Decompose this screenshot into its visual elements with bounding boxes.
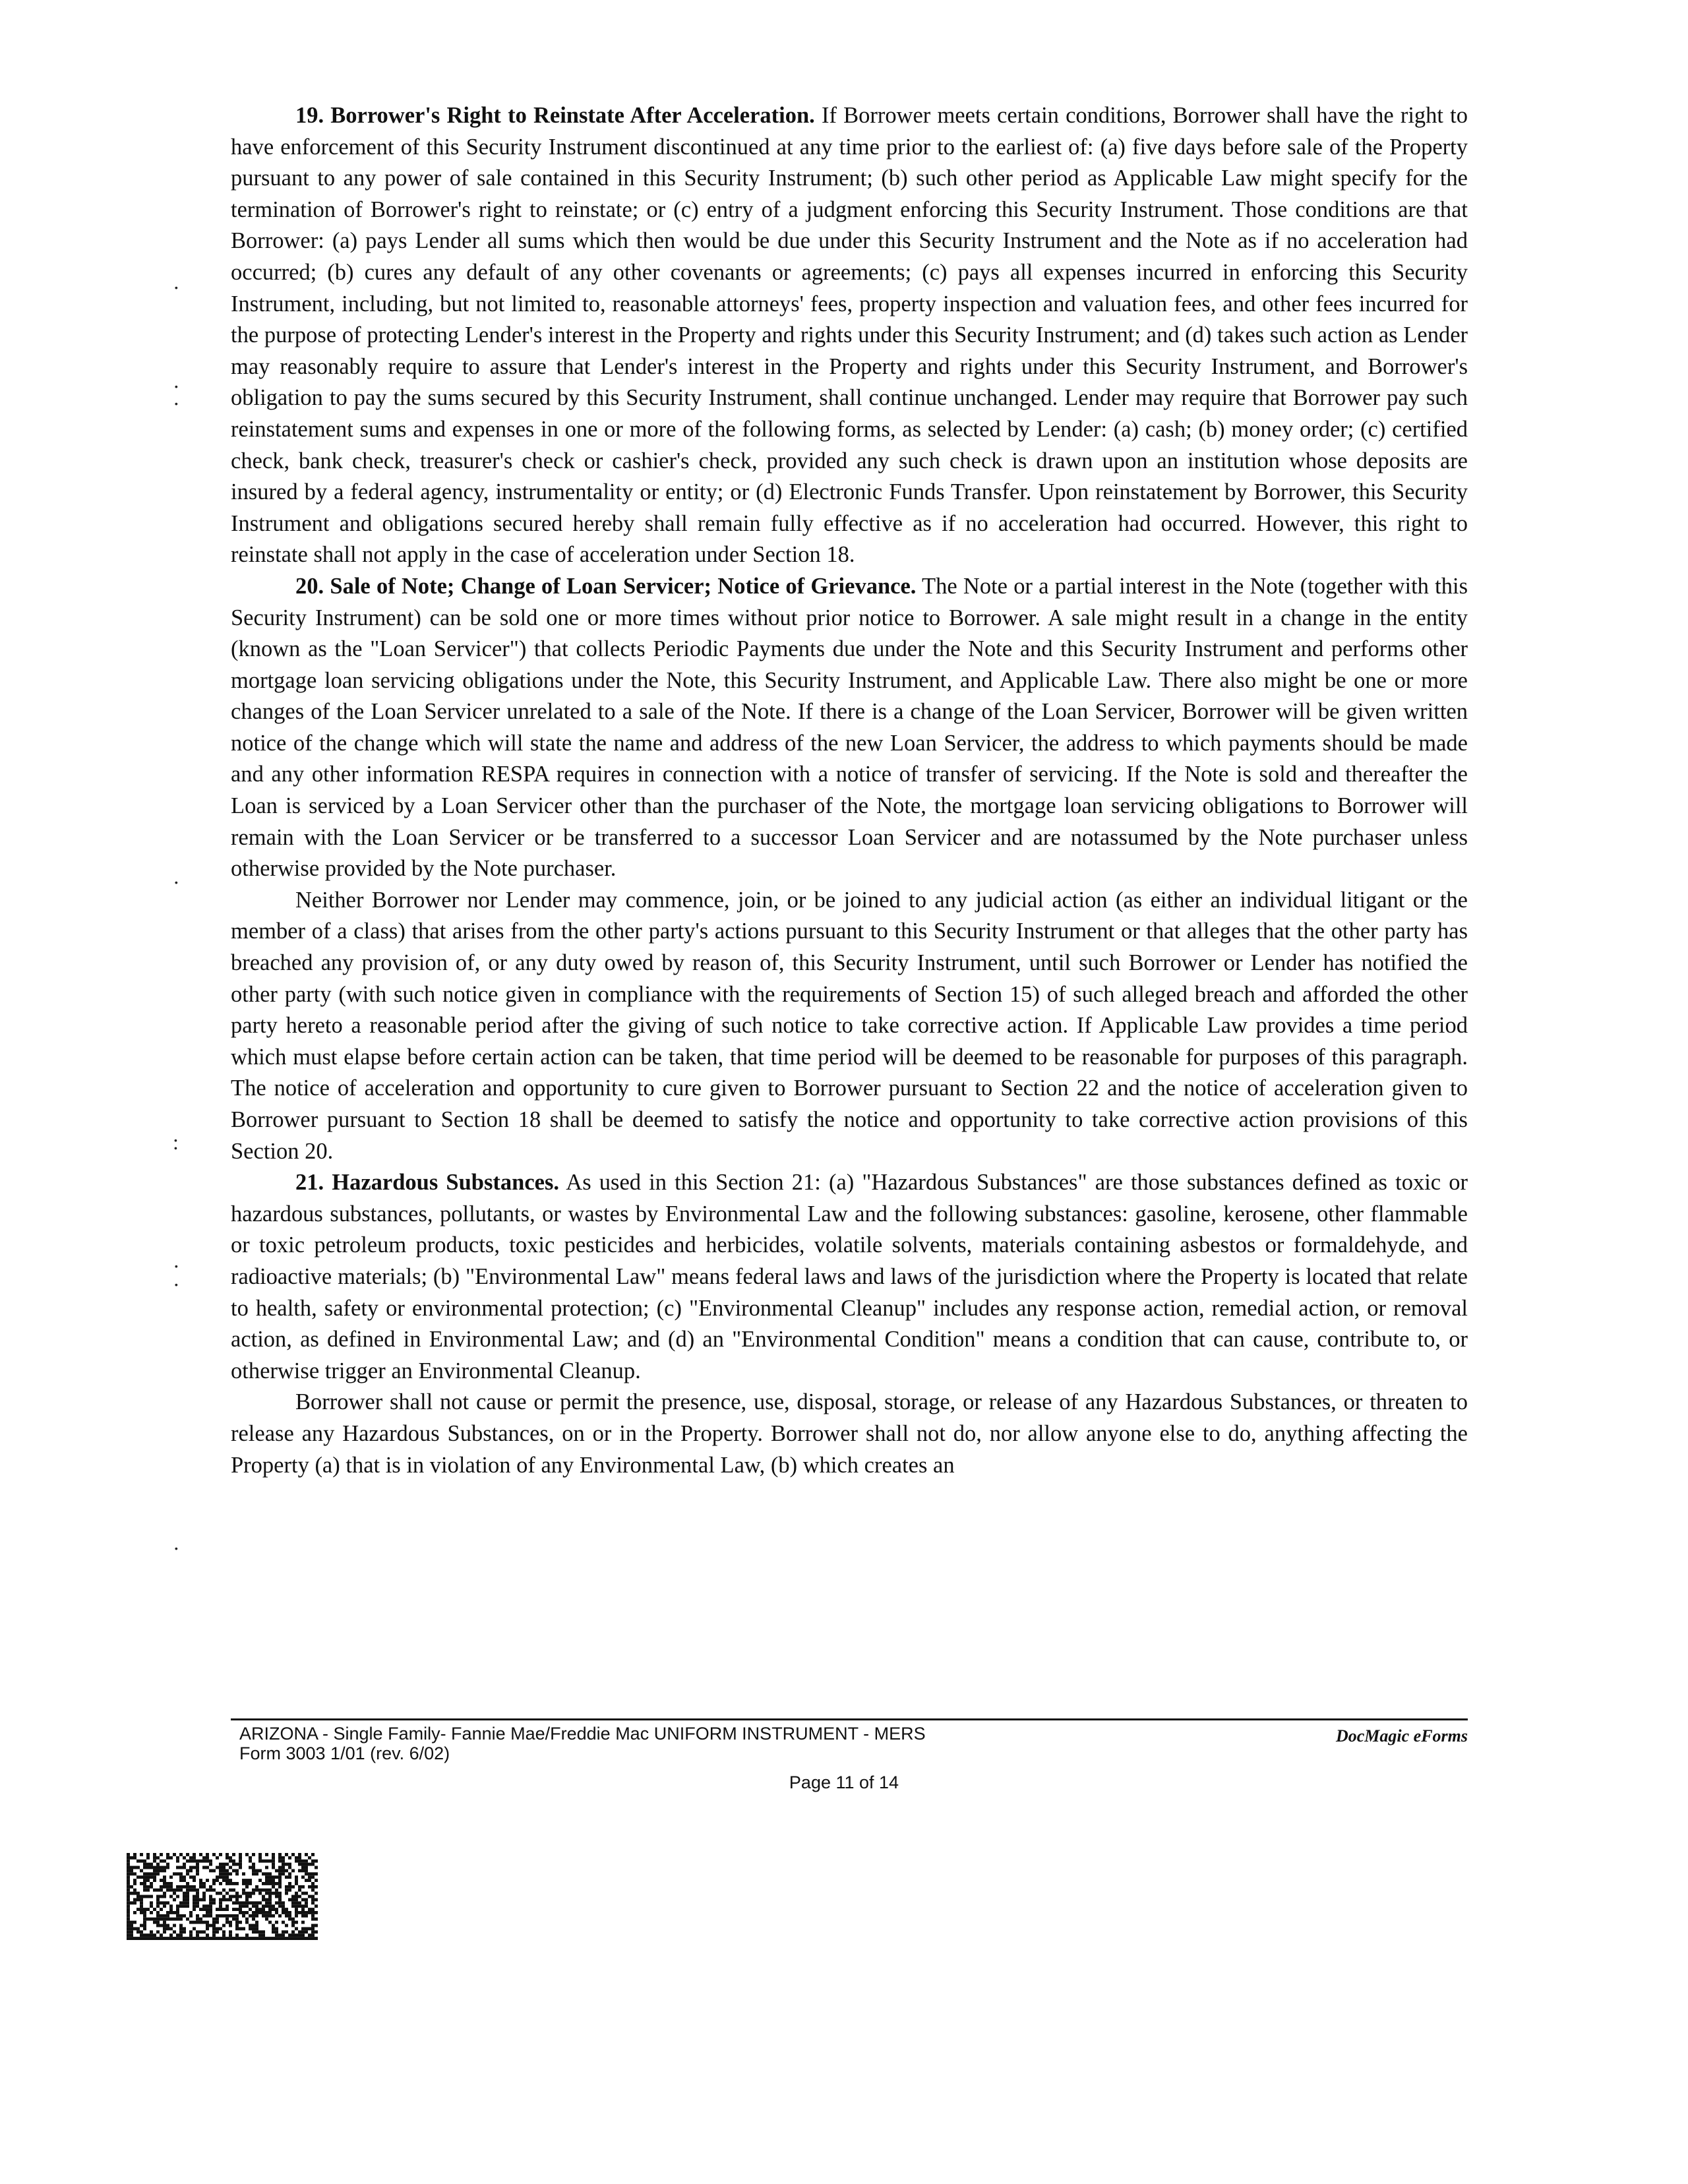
footer-form-info: [239, 1724, 926, 1763]
paragraph-section-20-grievance: [231, 885, 1468, 1167]
margin-mark: ·: [173, 276, 180, 299]
margin-mark: :: [173, 1130, 179, 1154]
paragraph-text: If Borrower meets certain conditions, Borrower shall have the right to have enforcement of this Security Instrument discontinued at any time prior to the earliest of: (a) five days before sale of the Property pursuant to any power of sale contained in this Security Instrument; (b) such other period as Applicable Law might specify for the termination of Borrower's right to reinstate; or (c) entry of a judgment enforcing this Security Instrument. Those conditions are that Borrower: (a) pays Lender all sums which then would be due under this Security Instrument and the Note as if no acceleration had occurred; (b) cures any default of any other covenants or agreements; (c) pays all expenses incurred in enforcing this Security Instrument, including, but not limited to, reasonable attorneys' fees, property inspection and valuation fees, and other fees incurred for the purpose of protecting Lender's interest in the Property and rights under this Security Instrument; and (d) takes such action as Lender may reasonably require to assure that Lender's interest in the Property and rights under this Security Instrument, and Borrower's obligation to pay the sums secured by this Security Instrument, shall continue unchanged. Lender may require that Borrower pay such reinstatement sums and expenses in one or more of the following forms, as selected by Lender: (a) cash; (b) money order; (c) certified check, bank check, treasurer's check or cashier's check, provided any such check is drawn upon an institution whose deposits are insured by a federal agency, instrumentality or entity; or (d) Electronic Funds Transfer. Upon reinstatement by Borrower, this Security Instrument and obligations secured hereby shall remain fully effective as if no acceleration had occurred. However, this right to reinstate shall not apply in the case of acceleration under Section 18.: [231, 103, 1468, 568]
margin-mark: ·: [173, 392, 180, 415]
margin-mark: ·: [173, 375, 180, 398]
paragraph-section-20: [231, 571, 1468, 885]
section-heading: 20. Sale of Note; Change of Loan Servicer; Notice of Grievance.: [295, 573, 917, 599]
paragraph-section-21: [231, 1167, 1468, 1387]
section-heading: 21. Hazardous Substances.: [295, 1170, 560, 1196]
document-body: [231, 100, 1468, 1481]
footer-divider: [231, 1718, 1468, 1720]
barcode-icon: [127, 1853, 318, 1940]
paragraph-text: The Note or a partial interest in the Note (together with this Security Instrument) can be sold one or more times without prior notice to Borrower. A sale might result in a change in the entity (known as the "Loan Servicer") that collects Periodic Payments due under the Note and this Security Instrument and performs other mortgage loan servicing obligations under the Note, this Security Instrument, and Applicable Law. There also might be one or more changes of the Loan Servicer unrelated to a sale of the Note. If there is a change of the Loan Servicer, Borrower will be given written notice of the change which will state the name and address of the new Loan Servicer, the address to which payments should be made and any other information RESPA requires in connection with a notice of transfer of servicing. If the Note is sold and thereafter the Loan is serviced by a Loan Servicer other than the purchaser of the Note, the mortgage loan servicing obligations to Borrower will remain with the Loan Servicer or be transferred to a successor Loan Servicer and are notassumed by the Note purchaser unless otherwise provided by the Note purchaser.: [231, 573, 1468, 882]
paragraph-text: As used in this Section 21: (a) "Hazardous Substances" are those substances defined as toxic or hazardous substances, pollutants, or wastes by Environmental Law and the following substances: gasoline, kerosene, other flammable or toxic petroleum products, toxic pesticides and herbicides, volatile solvents, materials containing asbestos or formaldehyde, and radioactive materials; (b) "Environmental Law" means federal laws and laws of the jurisdiction where the Property is located that relate to health, safety or environmental protection; (c) "Environmental Cleanup" includes any response action, remedial action, or removal action, as defined in Environmental Law; and (d) an "Environmental Condition" means a condition that can cause, contribute to, or otherwise trigger an Environmental Cleanup.: [231, 1170, 1468, 1383]
page-number: Page 11 of 14: [789, 1773, 899, 1792]
margin-mark: ·: [173, 870, 180, 894]
form-number: Form 3003 1/01 (rev. 6/02): [239, 1744, 450, 1763]
margin-mark: ·: [173, 1273, 180, 1296]
paragraph-section-21-continued: [231, 1387, 1468, 1481]
margin-mark: ·: [173, 1254, 180, 1278]
paragraph-text: Neither Borrower nor Lender may commence, join, or be joined to any judicial action (as either an individual litigant or the member of a class) that arises from the other party's actions pursuant to this Security Instrument or that alleges that the other party has breached any provision of, or any duty owed by reason of, this Security Instrument, until such Borrower or Lender has notified the other party (with such notice given in compliance with the requirements of Section 15) of such alleged breach and afforded the other party hereto a reasonable period after the giving of such notice to take corrective action. If Applicable Law provides a time period which must elapse before certain action can be taken, that time period will be deemed to be reasonable for purposes of this paragraph. The notice of acceleration and opportunity to cure given to Borrower pursuant to Section 22 and the notice of acceleration given to Borrower pursuant to Section 18 shall be deemed to satisfy the notice and opportunity to take corrective action provisions of this Section 20.: [231, 887, 1468, 1164]
brand-logo: DocMagic eForms: [1335, 1726, 1468, 1745]
form-title: ARIZONA - Single Family- Fannie Mae/Freddie Mac UNIFORM INSTRUMENT - MERS: [239, 1724, 926, 1744]
paragraph-text: Borrower shall not cause or permit the presence, use, disposal, storage, or release of any Hazardous Substances, or threaten to release any Hazardous Substances, on or in the Property. Borrower shall not do, nor allow anyone else to do, anything affecting the Property (a) that is in violation of any Environmental Law, (b) which creates an: [231, 1389, 1468, 1478]
paragraph-section-19: [231, 100, 1468, 571]
section-heading: 19. Borrower's Right to Reinstate After Acceleration.: [295, 103, 815, 128]
margin-mark: ·: [173, 1536, 180, 1560]
